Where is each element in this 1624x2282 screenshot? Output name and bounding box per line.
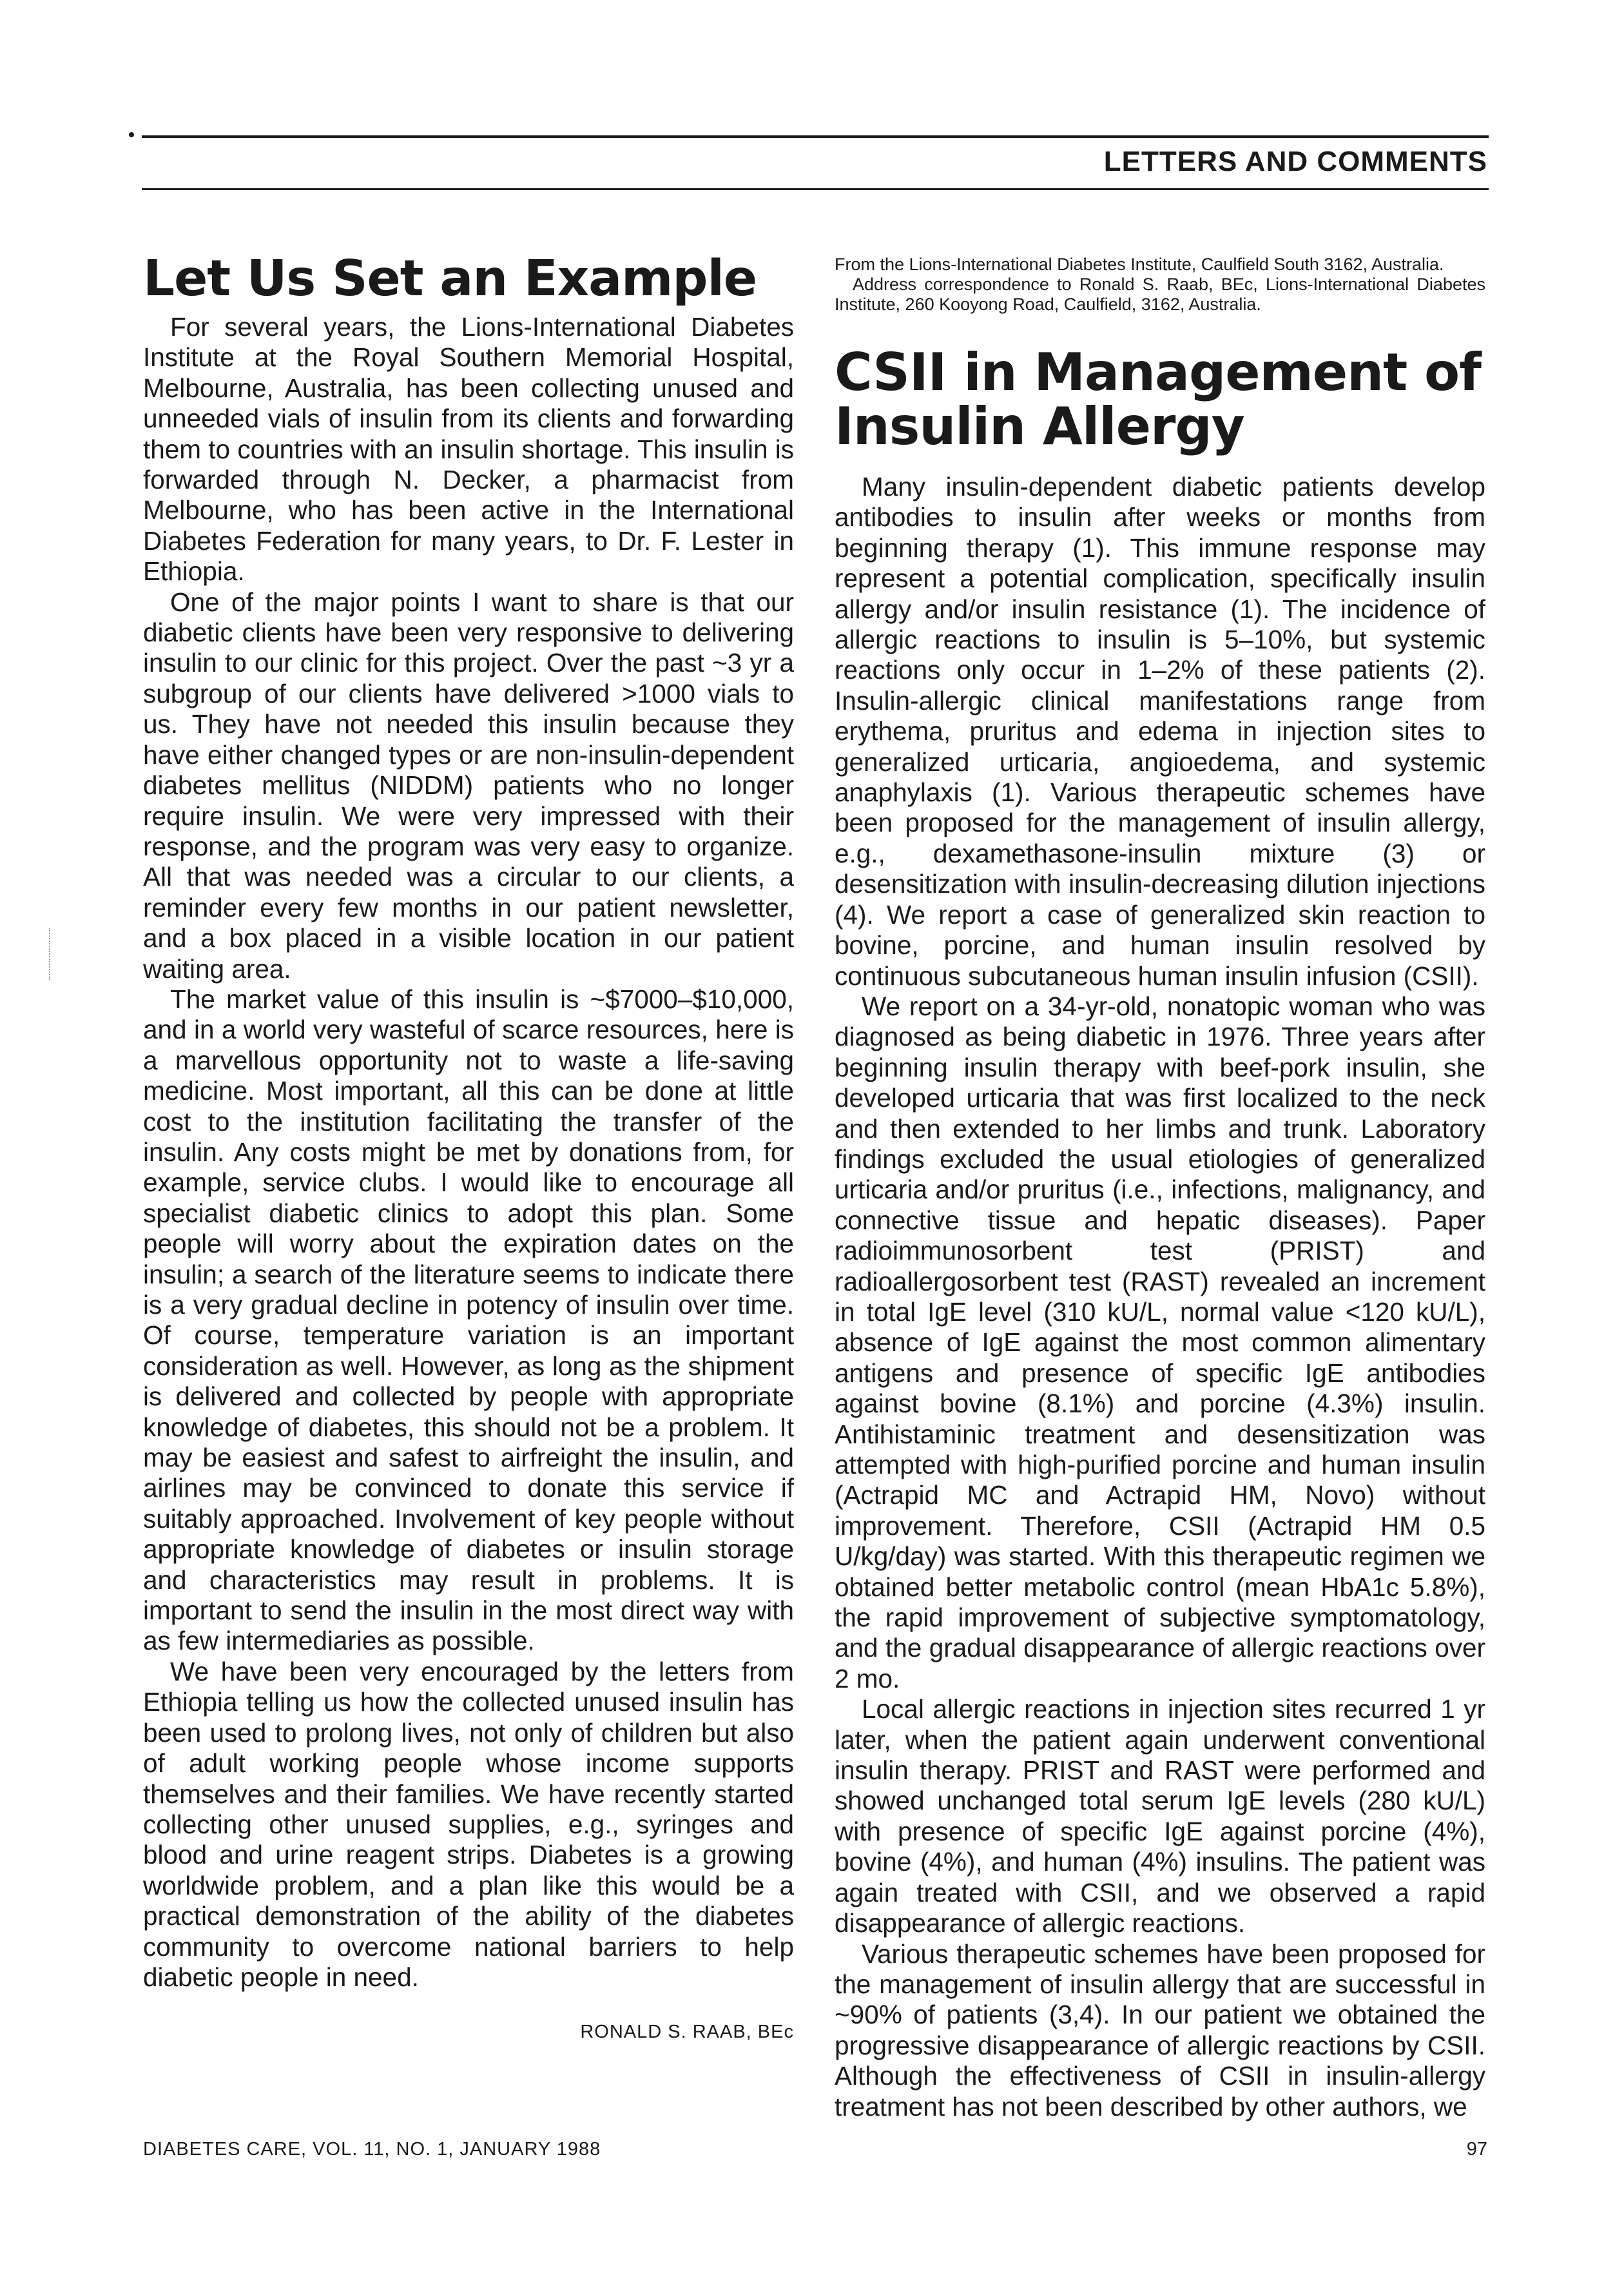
letter1-paragraph-3: The market value of this insulin is ~$7000–$10,000, and in a world very wasteful of scarce resources, here is a marvellous opportunity not to waste a life-saving medicine. Most important, all this can be done at little cost to the institution facilitating the transfer of the insulin. Any costs might be met by donations from, for example, service clubs. I would like to encourage all specialist diabetic clinics to adopt this plan. Some people will worry about the expiration dates on the insulin; a search of the literature seems to indicate there is a very gradual decline in potency of insulin over time. Of course, temperature variation is an important consideration as well. However, as long as the shipment is delivered and collected by people with appropriate knowledge of diabetes, this should not be a problem. It may be easiest and safest to airfreight the insulin, and airlines may be convinced to donate this service if suitably approached. Involvement of key people without appropriate knowledge of diabetes or insulin storage and characteristics may result in problems. It is important to send the insulin in the most direct way with as few intermediaries as possible. (143, 984, 794, 1656)
margin-mark (49, 928, 53, 980)
letter2-paragraph-2: We report on a 34-yr-old, nonatopic woman who was diagnosed as being diabetic in 1976. Three years after beginning insulin therapy with beef-pork insulin, she developed urticaria that was first localized to the neck and then extended to her limbs and trunk. Laboratory findings excluded the usual etiologies of generalized urticaria and/or pruritus (i.e., infections, malignancy, and connective tissue and hepatic diseases). Paper radioimmunosorbent test (PRIST) and radioallergosorbent test (RAST) revealed an increment in total IgE level (310 kU/L, normal value <120 kU/L), absence of IgE against the most common alimentary antigens and presence of specific IgE antibodies against bovine (8.1%) and porcine (4.3%) insulin. Antihistaminic treatment and desensitization was attempted with high-purified porcine and human insulin (Actrapid MC and Actrapid HM, Novo) without improvement. Therefore, CSII (Actrapid HM 0.5 U/kg/day) was started. With this therapeutic regimen we obtained better metabolic control (mean HbA1c 5.8%), the rapid improvement of subjective symptomatology, and the gradual disappearance of allergic reactions over 2 mo. (835, 991, 1485, 1693)
footer-journal: DIABETES CARE, VOL. 11, NO. 1, JANUARY 1988 (143, 2139, 601, 2160)
left-column (143, 251, 794, 2048)
letter1-paragraph-2: One of the major points I want to share is that our diabetic clients have been very responsive to delivering insulin to our clinic for this project. Over the past ~3 yr a subgroup of our clients have delivered >1000 vials to us. They have not needed this insulin because they have either changed types or are non-insulin-dependent diabetes mellitus (NIDDM) patients who no longer require insulin. We were very impressed with their response, and the program was very easy to organize. All that was needed was a circular to our clients, a reminder every few months in our patient newsletter, and a box placed in a visible location in our patient waiting area. (143, 587, 794, 984)
letter2-paragraph-1: Many insulin-dependent diabetic patients develop antibodies to insulin after weeks or months from beginning therapy (1). This immune response may represent a potential complication, specifically insulin allergy and/or insulin resistance (1). The incidence of allergic reactions to insulin is 5–10%, but systemic reactions only occur in 1–2% of these patients (2). Insulin-allergic clinical manifestations range from erythema, pruritus and edema in injection sites to generalized urticaria, angioedema, and systemic anaphylaxis (1). Various therapeutic schemes have been proposed for the management of insulin allergy, e.g., dexamethasone-insulin mixture (3) or desensitization with insulin-decreasing dilution injections (4). We report a case of generalized skin reaction to bovine, porcine, and human insulin resolved by continuous subcutaneous human insulin infusion (CSII). (835, 472, 1485, 991)
section-label: LETTERS AND COMMENTS (1103, 146, 1487, 177)
letter1-signature: RONALD S. RAAB, BEc (580, 2022, 794, 2043)
letter1-paragraph-4: We have been very encouraged by the letters from Ethiopia telling us how the collected unused insulin has been used to prolong lives, not only of children but also of adult working people whose income supports themselves and their families. We have recently started collecting other unused supplies, e.g., syringes and blood and urine reagent strips. Diabetes is a growing worldwide problem, and a plan like this would be a practical demonstration of the ability of the diabetes community to overcome national barriers to help diabetic people in need. (143, 1656, 794, 1992)
footer-page-number: 97 (1466, 2139, 1487, 2160)
letter1-affiliation: From the Lions-International Diabetes Institute, Caulfield South 3162, Australia. (835, 255, 1444, 274)
right-column (835, 255, 1485, 2122)
letter2-paragraph-4: Various therapeutic schemes have been proposed for the management of insulin allergy that are successful in ~90% of patients (3,4). In our patient we obtained the progressive disappearance of allergic reactions by CSII. Although the effectiveness of CSII in insulin-allergy treatment has not been described by other authors, we (835, 1938, 1485, 2121)
letter1-correspondence: Address correspondence to Ronald S. Raab, BEc, Lions-International Diabetes Institute, 260 Kooyong Road, Caulfield, 3162, Australia. (835, 275, 1485, 314)
header-dot (129, 132, 134, 137)
letter2-paragraph-3: Local allergic reactions in injection sites recurred 1 yr later, when the patient again underwent conventional insulin therapy. PRIST and RAST were performed and showed unchanged total serum IgE levels (280 kU/L) with presence of specific IgE against porcine (4%), bovine (4%), and human (4%) insulins. The patient was again treated with CSII, and we observed a rapid disappearance of allergic reactions. (835, 1694, 1485, 1938)
letter1-paragraph-1: For several years, the Lions-International Diabetes Institute at the Royal Southern Memorial Hospital, Melbourne, Australia, has been collecting unused and unneeded vials of insulin from its clients and forwarding them to countries with an insulin shortage. This insulin is forwarded through N. Decker, a pharmacist from Melbourne, who has been active in the International Diabetes Federation for many years, to Dr. F. Lester in Ethiopia. (143, 312, 795, 587)
header-rule-bottom (142, 188, 1489, 190)
letter1-title: Let Us Set an Example (143, 250, 757, 307)
letter2-title: CSII in Management of Insulin Allergy (835, 342, 1481, 456)
header-rule-top (142, 135, 1489, 138)
